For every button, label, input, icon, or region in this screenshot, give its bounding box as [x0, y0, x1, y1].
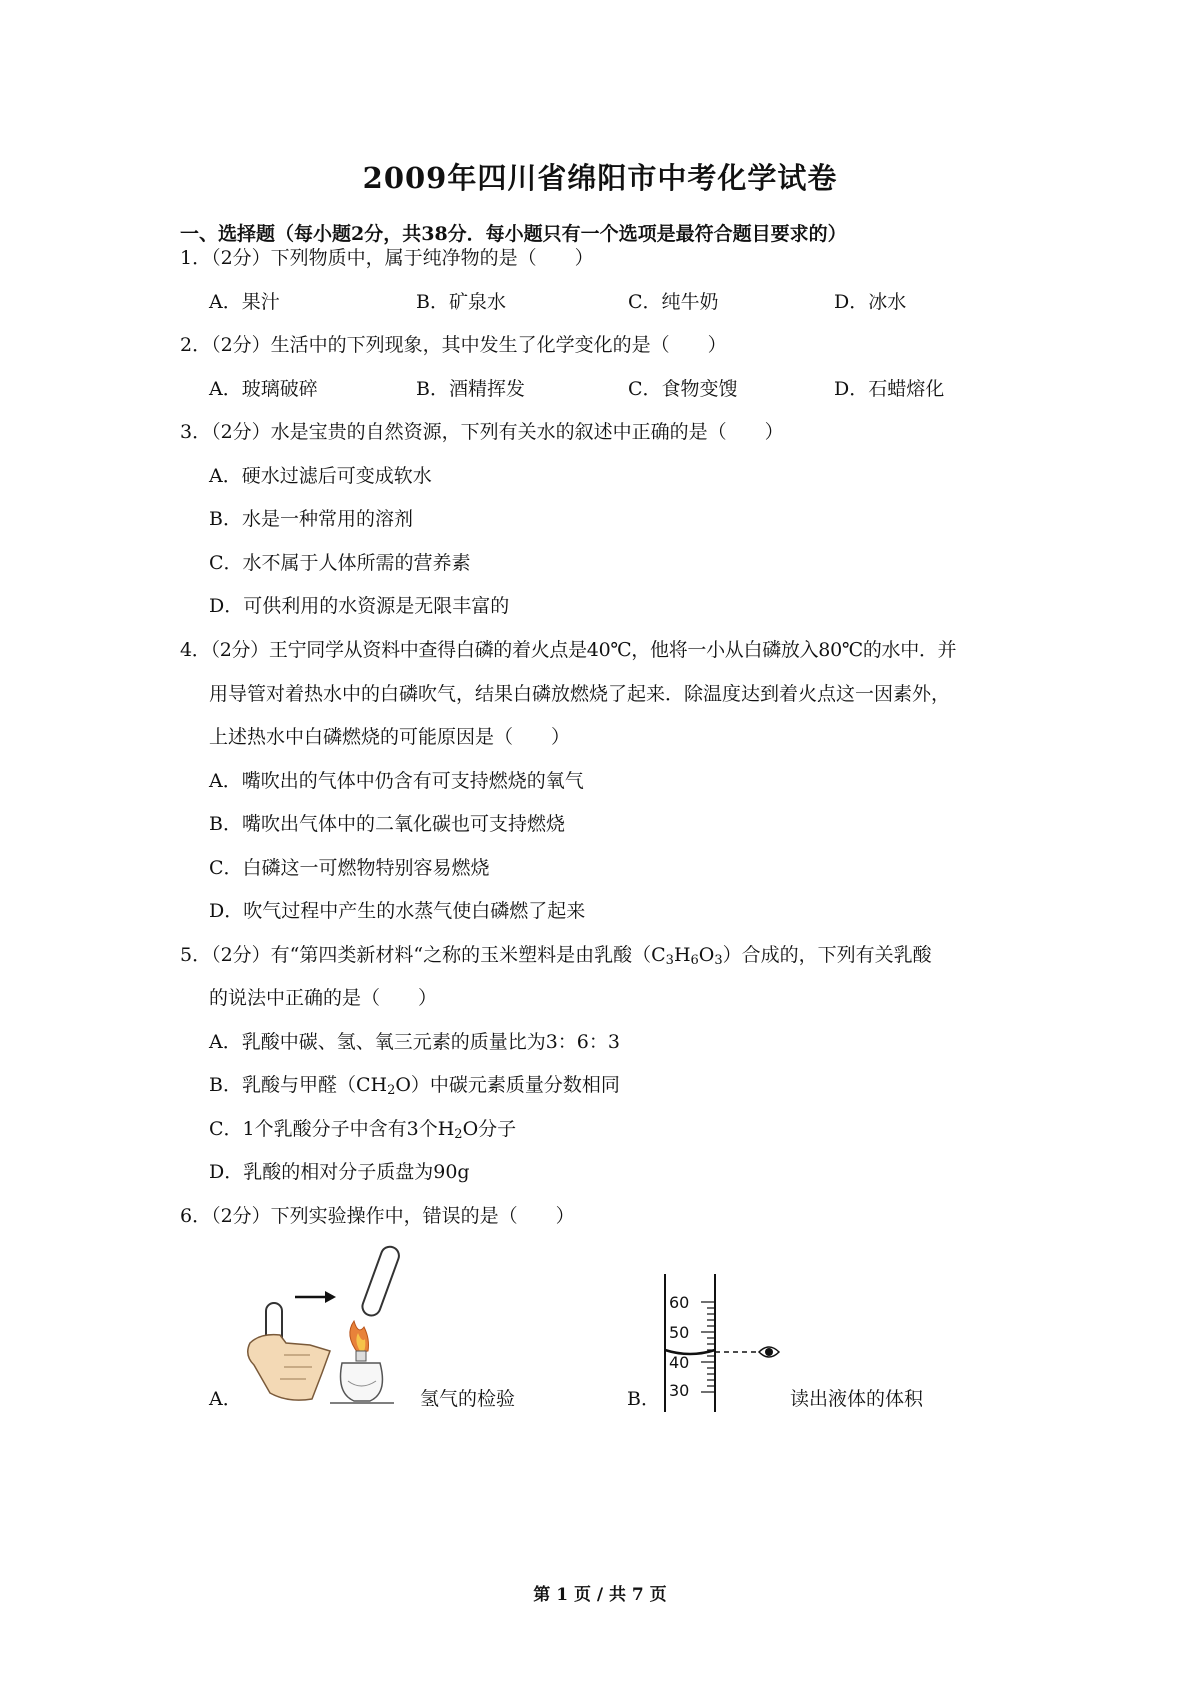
question-4-stem-line-3: 上述热水中白磷燃烧的可能原因是（ ）: [209, 726, 571, 748]
question-1-option-c: C．纯牛奶: [628, 291, 719, 313]
question-1-option-a: A．果汁: [209, 291, 280, 313]
question-5-option-d: D．乳酸的相对分子质盘为90g: [209, 1161, 470, 1183]
question-1-stem: 1．（2分）下列物质中，属于纯净物的是（ ）: [180, 247, 594, 269]
question-3-option-a: A．硬水过滤后可变成软水: [209, 465, 432, 487]
question-2-stem: 2．（2分）生活中的下列现象，其中发生了化学变化的是（ ）: [180, 334, 727, 356]
question-6-option-a-caption: 氢气的检验: [420, 1388, 516, 1410]
question-3-option-c: C．水不属于人体所需的营养素: [209, 552, 471, 574]
question-5-option-b: B．乳酸与甲醛$(CH_2O)$中碳元素质量分数相同: [209, 1074, 620, 1098]
hydrogen-test-figure: [240, 1243, 440, 1413]
section-heading: 一、选择题（每小题2分，共38分．每小题只有一个选项是最符合题目要求的）: [180, 223, 847, 245]
question-3-stem: 3．（2分）水是宝贵的自然资源，下列有关水的叙述中正确的是（ ）: [180, 421, 784, 443]
page-footer: 第 1 页 / 共 7 页: [533, 1585, 667, 1605]
question-4-option-b: B．嘴吹出气体中的二氧化碳也可支持燃烧: [209, 813, 565, 835]
question-6-option-b-caption: 读出液体的体积: [790, 1388, 924, 1410]
question-5-stem-line-1: 5．（2分）有“第四类新材料“之称的玉米塑料是由乳酸$(C_3H_6O_3)$合成的，下列有关乳酸: [180, 944, 932, 968]
question-3-option-b: B．水是一种常用的溶剂: [209, 508, 413, 530]
question-4-stem-line-1: 4．（2分）王宁同学从资料中查得白磷的着火点是40℃，他将一小从白磷放入80℃的水中．并: [180, 639, 957, 661]
question-2-option-b: B．酒精挥发: [416, 378, 525, 400]
question-4-option-a: A．嘴吹出的气体中仍含有可支持燃烧的氧气: [209, 770, 584, 792]
question-6-stem: 6．（2分）下列实验操作中，错误的是（ ）: [180, 1205, 575, 1227]
question-2-option-c: C．食物变馊: [628, 378, 738, 400]
question-4-option-c: C．白磷这一可燃物特别容易燃烧: [209, 857, 490, 879]
question-2-option-a: A．玻璃破碎: [209, 378, 318, 400]
question-5-option-c: C．1个乳酸分子中含有3个$H_2O$分子: [209, 1118, 517, 1142]
cylinder-tick-30: 30: [669, 1381, 690, 1400]
cylinder-tick-60: 60: [669, 1293, 690, 1312]
question-6-option-a-letter: A．: [209, 1388, 242, 1410]
question-4-option-d: D．吹气过程中产生的水蒸气使白磷燃了起来: [209, 900, 586, 922]
question-5-stem-line-2: 的说法中正确的是（ ）: [209, 987, 438, 1009]
question-6-option-b-letter: B．: [627, 1388, 660, 1410]
question-1-option-d: D．冰水: [834, 291, 907, 313]
question-1-option-b: B．矿泉水: [416, 291, 506, 313]
graduated-cylinder-figure: [655, 1272, 785, 1417]
cylinder-tick-50: 50: [669, 1323, 690, 1342]
question-4-stem-line-2: 用导管对着热水中的白磷吹气，结果白磷放燃烧了起来．除温度达到着火点这一因素外，: [209, 683, 951, 705]
cylinder-tick-40: 40: [669, 1353, 690, 1372]
question-5-option-a: A．乳酸中碳、氢、氧三元素的质量比为3：6：3: [209, 1031, 620, 1053]
page-title: 2009年四川省绵阳市中考化学试卷: [362, 161, 838, 195]
question-2-option-d: D．石蜡熔化: [834, 378, 945, 400]
question-3-option-d: D．可供利用的水资源是无限丰富的: [209, 595, 510, 617]
